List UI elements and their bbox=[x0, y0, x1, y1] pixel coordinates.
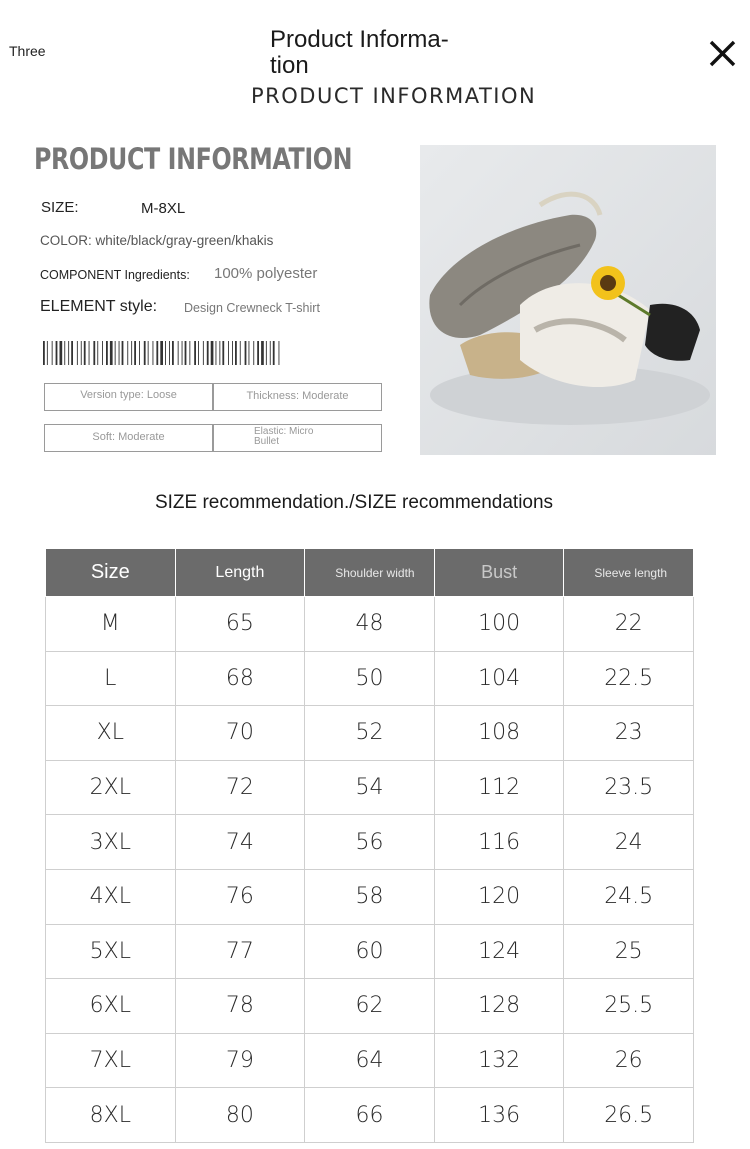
table-row bbox=[46, 979, 694, 1034]
table-cell: 54 bbox=[305, 760, 435, 815]
table-cell: 6XL bbox=[46, 979, 176, 1034]
table-cell: L bbox=[46, 651, 176, 706]
table-cell: 24.5 bbox=[564, 869, 694, 924]
table-cell: XL bbox=[46, 706, 176, 761]
table-cell: 23.5 bbox=[564, 760, 694, 815]
table-cell: 56 bbox=[305, 815, 435, 870]
table-cell: 128 bbox=[434, 979, 564, 1034]
table-cell: 24 bbox=[564, 815, 694, 870]
attr-soft: Soft: Moderate bbox=[44, 424, 213, 452]
table-cell: 76 bbox=[175, 869, 305, 924]
table-cell: 60 bbox=[305, 924, 435, 979]
table-cell: 48 bbox=[305, 597, 435, 652]
table-row bbox=[46, 1033, 694, 1088]
barcode-image bbox=[43, 341, 281, 365]
table-cell: 77 bbox=[175, 924, 305, 979]
table-cell: 108 bbox=[434, 706, 564, 761]
table-cell: 124 bbox=[434, 924, 564, 979]
size-table bbox=[45, 548, 694, 1143]
close-icon bbox=[706, 36, 740, 70]
table-header-row bbox=[46, 549, 694, 597]
table-cell: 22 bbox=[564, 597, 694, 652]
close-button[interactable] bbox=[706, 36, 740, 70]
table-cell: 80 bbox=[175, 1088, 305, 1143]
table-cell: 65 bbox=[175, 597, 305, 652]
table-cell: 112 bbox=[434, 760, 564, 815]
table-cell: 5XL bbox=[46, 924, 176, 979]
table-cell: 62 bbox=[305, 979, 435, 1034]
table-cell: 4XL bbox=[46, 869, 176, 924]
table-row bbox=[46, 651, 694, 706]
page-subtitle: PRODUCT INFORMATION bbox=[251, 84, 537, 108]
table-row bbox=[46, 869, 694, 924]
table-cell: M bbox=[46, 597, 176, 652]
table-cell: 26 bbox=[564, 1033, 694, 1088]
table-cell: 74 bbox=[175, 815, 305, 870]
table-cell: 25 bbox=[564, 924, 694, 979]
column-header-size: Size bbox=[46, 549, 176, 597]
attr-version: Version type: Loose bbox=[44, 383, 213, 411]
table-cell: 58 bbox=[305, 869, 435, 924]
table-cell: 23 bbox=[564, 706, 694, 761]
column-header-length: Length bbox=[175, 549, 305, 597]
size-recommendation-heading: SIZE recommendation./SIZE recommendations bbox=[154, 492, 554, 513]
table-cell: 22.5 bbox=[564, 651, 694, 706]
table-cell: 66 bbox=[305, 1088, 435, 1143]
table-cell: 79 bbox=[175, 1033, 305, 1088]
table-cell: 132 bbox=[434, 1033, 564, 1088]
table-cell: 72 bbox=[175, 760, 305, 815]
table-row bbox=[46, 706, 694, 761]
column-header-shoulder: Shoulder width bbox=[305, 549, 435, 597]
column-header-sleeve: Sleeve length bbox=[564, 549, 694, 597]
table-row bbox=[46, 1088, 694, 1143]
table-cell: 50 bbox=[305, 651, 435, 706]
table-cell: 68 bbox=[175, 651, 305, 706]
table-row bbox=[46, 760, 694, 815]
table-cell: 7XL bbox=[46, 1033, 176, 1088]
attr-elastic: Elastic: Micro Bullet bbox=[213, 424, 382, 452]
component-value: 100% polyester bbox=[214, 265, 318, 282]
table-cell: 52 bbox=[305, 706, 435, 761]
table-cell: 64 bbox=[305, 1033, 435, 1088]
component-label: COMPONENT Ingredients: bbox=[40, 268, 190, 282]
table-row bbox=[46, 597, 694, 652]
table-cell: 104 bbox=[434, 651, 564, 706]
product-photo bbox=[420, 145, 716, 455]
table-cell: 100 bbox=[434, 597, 564, 652]
table-cell: 26.5 bbox=[564, 1088, 694, 1143]
table-cell: 3XL bbox=[46, 815, 176, 870]
table-cell: 78 bbox=[175, 979, 305, 1034]
size-label: SIZE: bbox=[41, 199, 79, 216]
column-header-bust: Bust bbox=[434, 549, 564, 597]
element-value: Design Crewneck T-shirt bbox=[184, 301, 320, 315]
element-label: ELEMENT style: bbox=[40, 298, 158, 315]
table-cell: 70 bbox=[175, 706, 305, 761]
product-info-heading: PRODUCT INFORMATION bbox=[34, 142, 353, 176]
table-cell: 2XL bbox=[46, 760, 176, 815]
color-line: COLOR: white/black/gray-green/khakis bbox=[40, 233, 274, 248]
attr-thickness: Thickness: Moderate bbox=[213, 383, 382, 411]
corner-label: Three bbox=[9, 43, 46, 59]
page-title: Product Informa- tion bbox=[270, 26, 449, 79]
table-cell: 25.5 bbox=[564, 979, 694, 1034]
table-row bbox=[46, 815, 694, 870]
table-cell: 116 bbox=[434, 815, 564, 870]
table-cell: 120 bbox=[434, 869, 564, 924]
table-row bbox=[46, 924, 694, 979]
table-cell: 136 bbox=[434, 1088, 564, 1143]
table-cell: 8XL bbox=[46, 1088, 176, 1143]
size-value: M-8XL bbox=[141, 200, 186, 217]
